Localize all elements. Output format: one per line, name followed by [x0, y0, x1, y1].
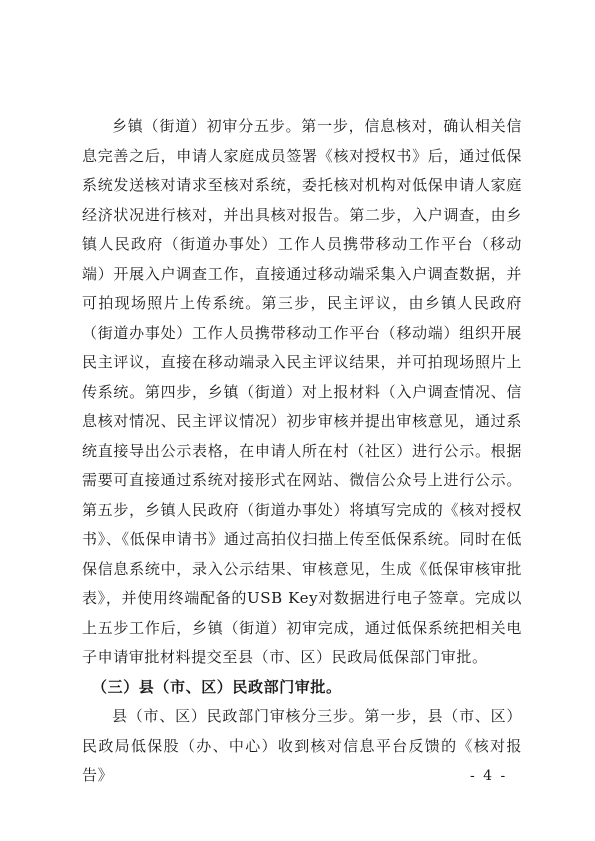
body-text	[82, 112, 522, 791]
paragraph-township-review: 乡镇（街道）初审分五步。第一步，信息核对，确认相关信息完善之后，申请人家庭成员签署《核对授权书》后，通过低保系统发送核对请求至核对系统，委托核对机构对低保申请人家庭经济状况进行核对，并出具核对报告。第二步，入户调查，由乡镇人民政府（街道办事处）工作人员携带移动工作平台（移动端）开展入户调查工作，直接通过移动端采集入户调查数据，并可拍现场照片上传系统。第三步，民主评议，由乡镇人民政府（街道办事处）工作人员携带移动工作平台（移动端）组织开展民主评议，直接在移动端录入民主评议结果，并可拍现场照片上传系统。第四步，乡镇（街道）对上报材料（入户调查情况、信息核对情况、民主评议情况）初步审核并提出审核意见，通过系统直接导出公示表格，在申请人所在村（社区）进行公示。根据需要可直接通过系统对接形式在网站、微信公众号上进行公示。第五步，乡镇人民政府（街道办事处）将填写完成的《核对授权书》、《低保申请书》通过高拍仪扫描上传至低保系统。同时在低保信息系统中，录入公示结果、审核意见，生成《低保审核审批表》，并使用终端配备的USB Key对数据进行电子签章。完成以上五步工作后，乡镇（街道）初审完成，通过低保系统把相关电子申请审批材料提交至县（市、区）民政局低保部门审批。	[82, 117, 522, 666]
page-number: - 4 -	[470, 768, 508, 784]
section-heading-county-approval: （三）县（市、区）民政部门审批。	[92, 677, 342, 696]
paragraph-county-review: 县（市、区）民政部门审核分三步。第一步，县（市、区）民政局低保股（办、中心）收到核对信息平台反馈的《核对报告》	[82, 707, 522, 784]
